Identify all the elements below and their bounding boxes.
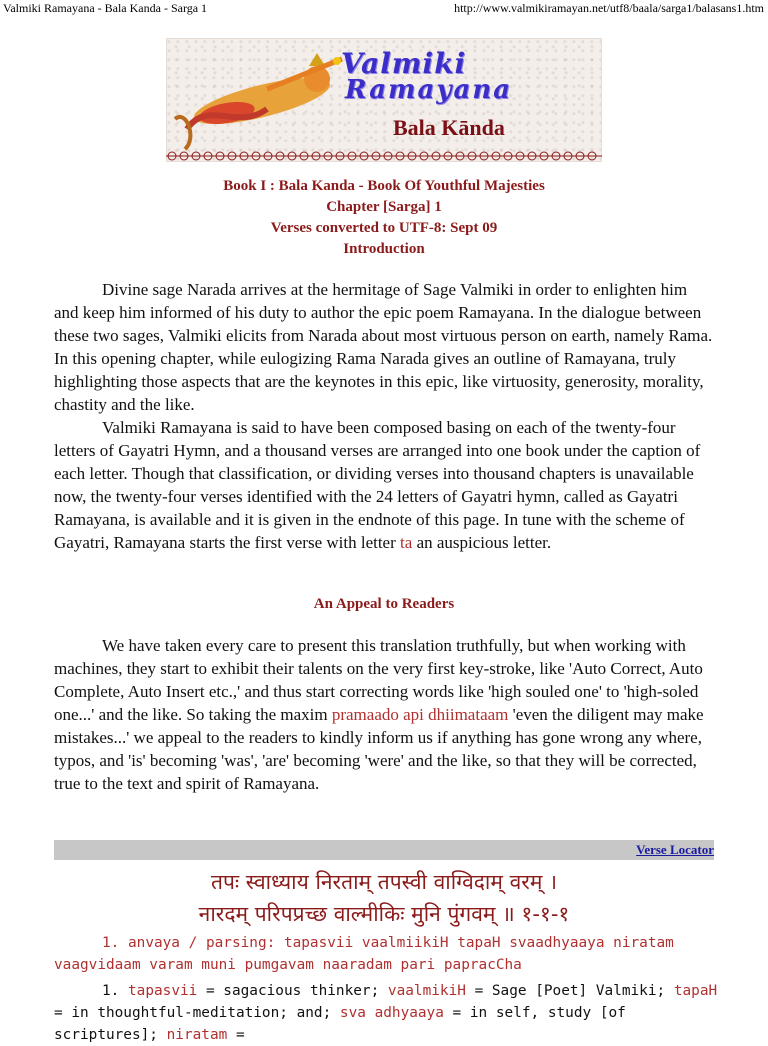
introduction-heading: Introduction	[343, 241, 425, 257]
gloss-term: sva adhyaaya	[339, 1005, 444, 1021]
gloss-term: tapaH	[673, 983, 718, 999]
banner-title-valmiki: Valmiki	[341, 47, 467, 80]
chapter-heading	[0, 176, 768, 260]
banner-title-ramayana: Ramayana	[345, 75, 513, 105]
appeal-paragraph: We have taken every care to present this translation truthfully, but when working with machines, they start to exhibit their talents on the very first key-stroke, like 'Auto Correct, Auto Complete, Auto Insert etc.,' and thus start correcting words like 'high souled one' to 'high-soled one...' and the like. So taking the maxim pramaado api dhiimataam 'even the diligent may make mistakes...' we appeal to the readers to kindly inform us if anything has gone wrong any where, typos, and 'is' becoming 'was', 'are' becoming 'were' and the like, so that they will be corrected, true to the text and spirit of Ramayana.	[54, 636, 704, 793]
gloss-term: vaalmikiH	[387, 983, 466, 999]
chapter-title: Chapter [Sarga] 1	[326, 199, 442, 215]
verse-line-2: नारदम् परिपप्रच्छ वाल्मीकिः मुनि पुंगवम् ॥ १-१-१	[198, 902, 570, 926]
anvaya-parsing: 1. anvaya / parsing: tapasvii vaalmiikiH tapaH svaadhyaaya niratam vaagvidaam varam muni pumgavam naaradam pari papracCha	[54, 935, 674, 973]
intro-paragraph-2: Valmiki Ramayana is said to have been composed basing on each of the twenty-four letters of Gayatri Hymn, and a thousand verses are arranged into one book under the caption of each letter. Though that classification, or dividing verses into thousand chapters is unavailable now, the twenty-four verses identified with the 24 letters of Gayatri hymn, called as Gayatri Ramayana, is available and it is given in the endnote of this page. In tune with the scheme of Gayatri, Ramayana starts the first verse with letter ta an auspicious letter.	[54, 418, 701, 552]
print-title: Valmiki Ramayana - Bala Kanda - Sarga 1	[3, 1, 208, 15]
print-url: http://www.valmikiramayan.net/utf8/baala/sarga1/balasans1.htm	[454, 1, 764, 15]
letter-ta: ta	[400, 533, 413, 552]
word-gloss: 1. tapasvii = sagacious thinker; vaalmikiH = Sage [Poet] Valmiki; tapaH = in thoughtful-meditation; and; sva adhyaaya = in self, study [of scriptures]; niratam =	[54, 983, 718, 1043]
book-heading: Book I : Bala Kanda - Book Of Youthful Majesties	[223, 178, 545, 194]
verse-locator-bar	[54, 840, 714, 860]
verse-locator-link[interactable]: Verse Locator	[636, 842, 714, 857]
verse-line-1: तपः स्वाध्याय निरताम् तपस्वी वाग्विदाम् वरम् ।	[210, 870, 558, 894]
maxim-phrase: pramaado api dhiimataam	[331, 705, 509, 724]
hanuman-illustration	[167, 39, 367, 161]
ornamental-divider	[166, 150, 602, 162]
conversion-note: Verses converted to UTF-8: Sept 09	[270, 220, 498, 236]
intro-paragraph-1: Divine sage Narada arrives at the hermitage of Sage Valmiki in order to enlighten him and keep him informed of his duty to author the epic poem Ramayana. In the dialogue between these two sages, Valmiki elicits from Narada about most virtuous person on earth, namely Rama. In this opening chapter, while eulogizing Rama Narada gives an outline of Ramayana, truly highlighting those aspects that are the keynotes in this epic, like virtuosity, generosity, morality, chastity and the like.	[54, 280, 713, 414]
print-header	[0, 0, 768, 18]
appeal-heading: An Appeal to Readers	[313, 596, 455, 612]
banner-book-name: Bala Kānda	[393, 115, 505, 140]
gloss-term: niratam	[166, 1027, 228, 1043]
gloss-term: tapasvii	[128, 983, 198, 999]
banner-image	[166, 38, 602, 162]
